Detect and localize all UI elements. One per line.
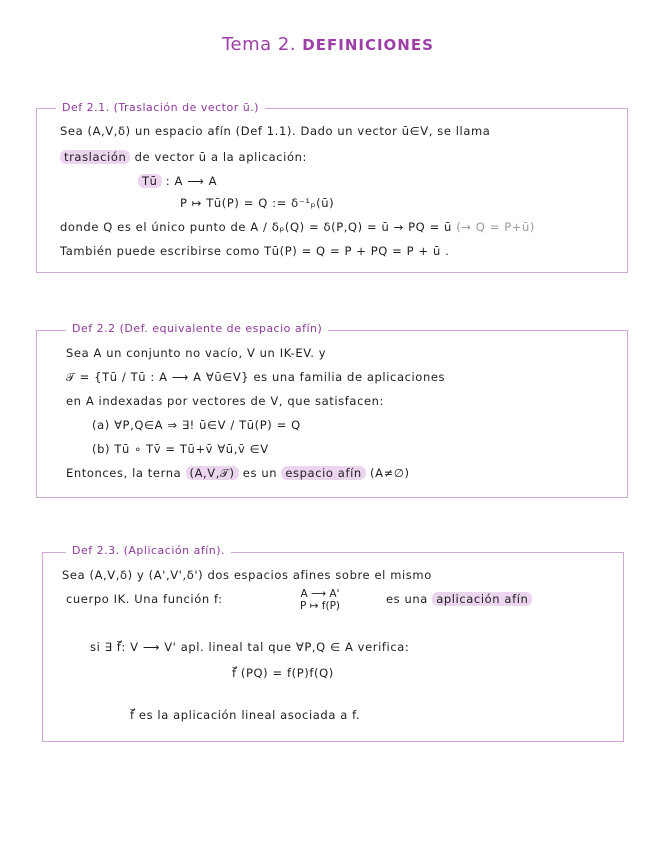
def3-line-2: cuerpo IK. Una función f:	[66, 592, 223, 606]
term-aplicacion-afin: aplicación afín	[432, 592, 532, 606]
def1-line-5: donde Q es el único punto de A / δₚ(Q) = δ(P,Q) = ū → PQ = ū (→ Q = P+ū)	[60, 220, 535, 234]
def3-line-5: f⃗ es la aplicación lineal asociada a f.	[130, 708, 361, 722]
def1-line-4: P ↦ Tū(P) = Q := δ⁻¹ₚ(ū)	[180, 196, 335, 210]
def1-line-1: Sea (A,V,δ) un espacio afín (Def 1.1). Dado un vector ū∈V, se llama	[60, 124, 491, 138]
def1-line-3: Tū : A ⟶ A	[138, 174, 217, 188]
term-espacio-afin: espacio afín	[281, 466, 365, 480]
term-terna: (A,V,𝒯)	[186, 466, 239, 480]
def2-line-1: Sea A un conjunto no vacío, V un IK-EV. y	[66, 346, 327, 360]
def3-line-3: si ∃ f⃗: V ⟶ V' apl. lineal tal que ∀P,Q ∈ A verifica:	[90, 640, 410, 654]
def2-line-3: en A indexadas por vectores de V, que satisfacen:	[66, 394, 385, 408]
def3-line-1: Sea (A,V,δ) y (A',V',δ') dos espacios afines sobre el mismo	[62, 568, 432, 582]
def1-line-2: traslación de vector ū a la aplicación:	[60, 150, 307, 164]
def2-line-4: (a) ∀P,Q∈A ⇒ ∃! ū∈V / Tū(P) = Q	[92, 418, 301, 432]
def2-line-5: (b) Tū ∘ Tv̄ = Tū+v̄ ∀ū,v̄ ∈V	[92, 442, 269, 456]
symbol-T: Tū	[138, 174, 162, 188]
def3-line-4: f⃗ (PQ) = f(P)f(Q)	[232, 666, 334, 680]
def1-line-6: También puede escribirse como Tū(P) = Q = P + PQ = P + ū .	[60, 244, 450, 258]
note-q-equals: (→ Q = P+ū)	[456, 220, 535, 234]
definition-label-2-3: Def 2.3. (Aplicación afín).	[66, 544, 231, 557]
function-mapping: A ⟶ A' P ↦ f(P)	[300, 588, 341, 612]
def2-line-6: Entonces, la terna (A,V,𝒯) es un espacio afín (A≠∅)	[66, 466, 410, 480]
page-title	[0, 34, 656, 55]
term-traslacion: traslación	[60, 150, 130, 164]
def3-line-2-tail: es una aplicación afín	[386, 592, 532, 606]
definition-label-2-1: Def 2.1. (Traslación de vector ū.)	[56, 101, 265, 114]
definition-label-2-2: Def 2.2 (Def. equivalente de espacio afín)	[66, 322, 328, 335]
def2-line-2: 𝒯 = {Tū / Tū : A ⟶ A ∀ū∈V} es una familia de aplicaciones	[66, 370, 446, 384]
title-subtitle: DEFINICIONES	[302, 36, 434, 54]
title-main: Tema 2.	[222, 34, 297, 55]
